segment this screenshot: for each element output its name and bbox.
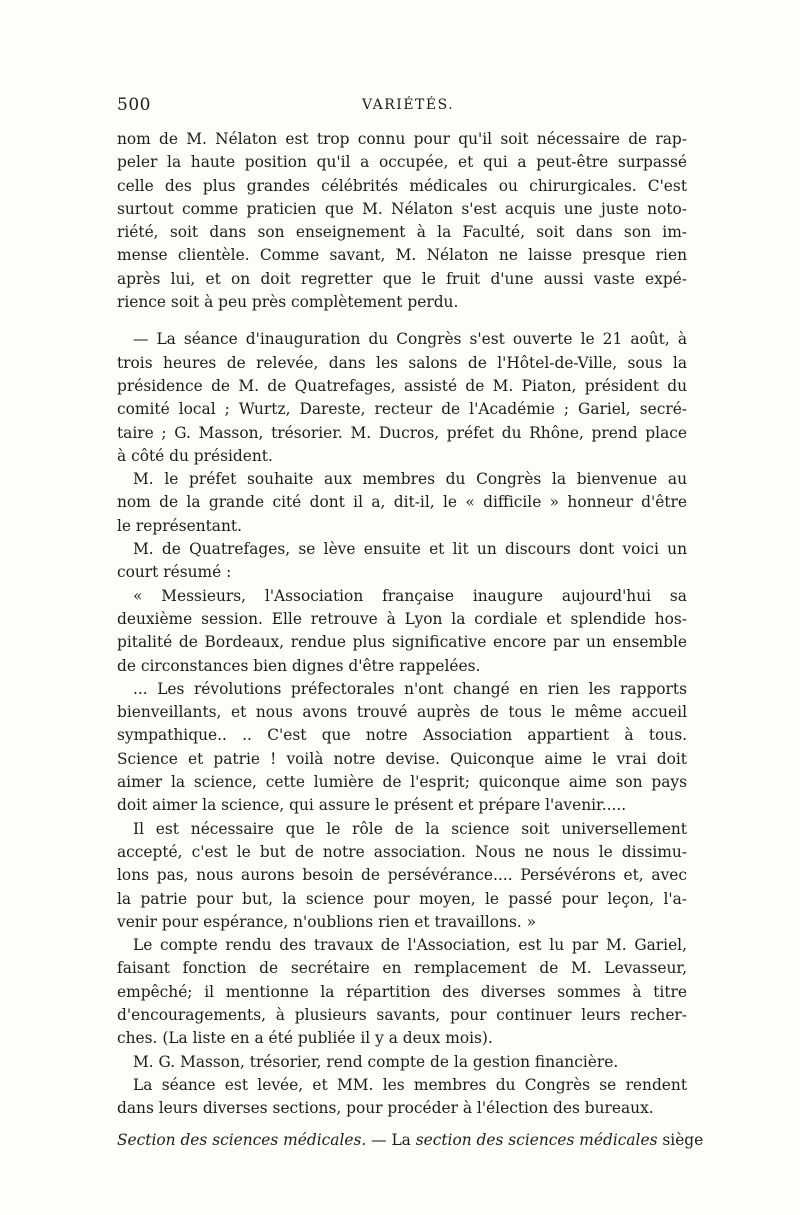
text-line: ches. (La liste en a été publiée il y a deux mois). — [117, 1029, 493, 1048]
page-header — [117, 95, 687, 119]
text-line: — La séance d'inauguration du Congrès s'est ouverte le 21 août, à — [133, 330, 687, 349]
text-line: empêché; il mentionne la répartition des diverses sommes à titre — [117, 982, 687, 1001]
text-line: Le compte rendu des travaux de l'Association, est lu par M. Gariel, — [133, 936, 687, 955]
text-line: dans leurs diverses sections, pour procéder à l'élection des bureaux. — [117, 1099, 654, 1118]
text-line: à côté du président. — [117, 446, 273, 465]
text-line: présidence de M. de Quatrefages, assisté de M. Piaton, président du — [117, 376, 687, 395]
paragraph-prefet — [117, 468, 687, 538]
text-line: bienveillants, et nous avons trouvé auprès de tous le même accueil — [117, 703, 687, 722]
text-line: rience soit à peu près complètement perdu. — [117, 293, 459, 312]
text-line: celle des plus grandes célébrités médicales ou chirurgicales. C'est — [117, 176, 687, 195]
text-line: M. de Quatrefages, se lève ensuite et lit un discours dont voici un — [133, 540, 687, 559]
paragraph-seance-levee — [117, 1074, 687, 1121]
section-heading-lead: Section des sciences médicales. — [117, 1131, 367, 1150]
paragraph-gap — [117, 314, 687, 328]
text-line: riété, soit dans son enseignement à la Faculté, soit dans son im- — [117, 223, 687, 242]
paragraph-discours-debut — [117, 585, 687, 678]
text-line: nom de la grande cité dont il a, dit-il, le « difficile » honneur d'être — [117, 493, 687, 512]
text-line: court résumé : — [117, 563, 232, 582]
text-line: pitalité de Bordeaux, rendue plus significative encore par un ensemble — [117, 633, 687, 652]
text-line: comité local ; Wurtz, Dareste, recteur de l'Académie ; Gariel, secré- — [117, 400, 687, 419]
section-heading-sciences-medicales — [117, 1128, 704, 1152]
paragraph-discours-fin — [117, 818, 687, 934]
paragraph-compte-rendu — [117, 934, 687, 1050]
section-heading-tail: siège — [657, 1131, 704, 1150]
paragraph-seance-inauguration — [117, 328, 687, 468]
running-title: VARIÉTÉS. — [362, 97, 455, 113]
page-number: 500 — [117, 95, 151, 115]
body-text — [117, 128, 704, 1152]
text-line: Il est nécessaire que le rôle de la science soit universellement — [133, 819, 687, 838]
paragraph-quatrefages — [117, 538, 687, 585]
paragraph-nelaton — [117, 128, 687, 314]
text-line: M. le préfet souhaite aux membres du Congrès la bienvenue au — [133, 470, 687, 489]
text-line: lons pas, nous aurons besoin de persévérance.... Persévérons et, avec — [117, 866, 687, 885]
section-heading-dash: — La — [366, 1131, 416, 1150]
text-line: après lui, et on doit regretter que le fruit d'une aussi vaste expé- — [117, 269, 687, 288]
text-line: M. G. Masson, trésorier, rend compte de la gestion financière. — [133, 1052, 619, 1071]
text-line: peler la haute position qu'il a occupée, et qui a peut-être surpassé — [117, 153, 687, 172]
text-line: La séance est levée, et MM. les membres du Congrès se rendent — [133, 1075, 687, 1094]
paragraph-discours-revolutions — [117, 678, 687, 818]
text-line: sympathique.. .. C'est que notre Association appartient à tous. — [117, 726, 687, 745]
text-line: « Messieurs, l'Association française inaugure aujourd'hui sa — [133, 586, 687, 605]
text-line: d'encouragements, à plusieurs savants, pour continuer leurs recher- — [117, 1005, 687, 1024]
text-line: Science et patrie ! voilà notre devise. Quiconque aime le vrai doit — [117, 749, 687, 768]
text-line: taire ; G. Masson, trésorier. M. Ducros, préfet du Rhône, prend place — [117, 423, 687, 442]
paragraph-tresorier — [117, 1051, 687, 1074]
text-line: surtout comme praticien que M. Nélaton s'est acquis une juste noto- — [117, 199, 687, 218]
text-line: la patrie pour but, la science pour moyen, le passé pour leçon, l'a- — [117, 889, 687, 908]
text-line: aimer la science, cette lumière de l'esprit; quiconque aime son pays — [117, 773, 687, 792]
text-line: trois heures de relevée, dans les salons de l'Hôtel-de-Ville, sous la — [117, 353, 687, 372]
text-line: nom de M. Nélaton est trop connu pour qu'il soit nécessaire de rap- — [117, 130, 687, 148]
text-line: doit aimer la science, qui assure le présent et prépare l'avenir..... — [117, 796, 627, 815]
text-line: de circonstances bien dignes d'être rappelées. — [117, 656, 481, 675]
text-line: ... Les révolutions préfectorales n'ont changé en rien les rapports — [133, 679, 687, 698]
text-line: deuxième session. Elle retrouve à Lyon la cordiale et splendide hos- — [117, 609, 687, 628]
text-line: le représentant. — [117, 516, 242, 535]
text-line: accepté, c'est le but de notre association. Nous ne nous le dissimu- — [117, 842, 687, 861]
section-heading-mid: section des sciences médicales — [415, 1131, 658, 1150]
text-line: venir pour espérance, n'oublions rien et travaillons. » — [117, 912, 537, 931]
text-line: mense clientèle. Comme savant, M. Nélaton ne laisse presque rien — [117, 246, 687, 265]
text-line: faisant fonction de secrétaire en remplacement de M. Levasseur, — [117, 959, 687, 978]
